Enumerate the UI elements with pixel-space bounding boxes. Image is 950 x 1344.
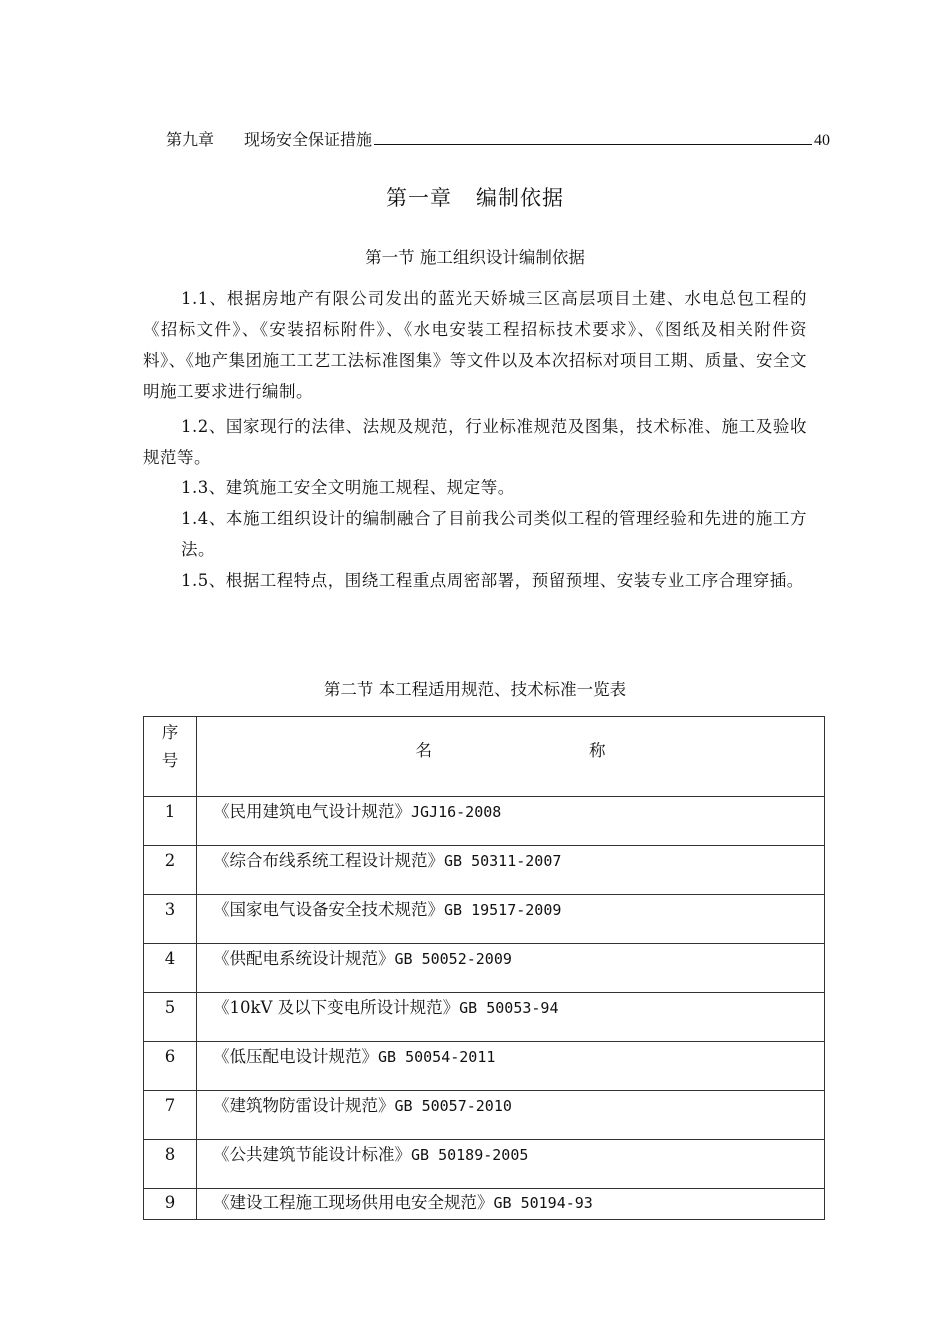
toc-chapter-number: 第九章 bbox=[166, 130, 215, 149]
paragraph-1-3: 1.3、建筑施工安全文明施工规程、规定等。 bbox=[181, 478, 515, 497]
standard-code: GB 19517-2009 bbox=[444, 901, 562, 919]
standard-name-cell bbox=[197, 797, 825, 846]
paragraph-1-2: 1.2、国家现行的法律、法规及规范，行业标准规范及图集，技术标准、施工及验收规范等。 bbox=[143, 417, 807, 467]
row-number: 8 bbox=[144, 1140, 197, 1189]
standard-code: GB 50189-2005 bbox=[411, 1146, 529, 1164]
standard-title: 《国家电气设备安全技术规范》 bbox=[213, 900, 444, 919]
table-row bbox=[144, 1140, 825, 1189]
chapter-title: 编制依据 bbox=[476, 186, 564, 210]
table-row bbox=[144, 944, 825, 993]
standard-title: 《低压配电设计规范》 bbox=[213, 1047, 378, 1066]
chapter-heading bbox=[0, 182, 950, 212]
table-row bbox=[144, 797, 825, 846]
standard-code: GB 50194-93 bbox=[493, 1194, 593, 1212]
standard-title: 《民用建筑电气设计规范》 bbox=[213, 802, 411, 821]
standard-code: GB 50057-2010 bbox=[394, 1097, 512, 1115]
standard-code: GB 50053-94 bbox=[459, 999, 559, 1017]
standard-name-cell bbox=[197, 895, 825, 944]
standard-name-cell bbox=[197, 993, 825, 1042]
standard-name-cell bbox=[197, 1140, 825, 1189]
row-number: 4 bbox=[144, 944, 197, 993]
row-number: 3 bbox=[144, 895, 197, 944]
standard-title: 《公共建筑节能设计标准》 bbox=[213, 1145, 411, 1164]
standard-title: 《建设工程施工现场供用电安全规范》 bbox=[213, 1193, 494, 1212]
standard-code: GB 50054-2011 bbox=[378, 1048, 496, 1066]
standard-name-cell bbox=[197, 944, 825, 993]
table-row bbox=[144, 846, 825, 895]
table-row bbox=[144, 1189, 825, 1220]
row-number: 9 bbox=[144, 1189, 197, 1220]
standard-name-cell bbox=[197, 846, 825, 895]
section-heading: 第二节 本工程适用规范、技术标准一览表 bbox=[323, 680, 627, 699]
toc-chapter-title: 现场安全保证措施 bbox=[244, 130, 373, 149]
standard-title: 《建筑物防雷设计规范》 bbox=[213, 1096, 395, 1115]
table-header-row bbox=[144, 717, 825, 797]
header-name-label: 名 称 bbox=[415, 741, 606, 760]
row-number: 7 bbox=[144, 1091, 197, 1140]
header-number-label: 序 号 bbox=[161, 723, 179, 770]
paragraph-1-5: 1.5、根据工程特点，围绕工程重点周密部署，预留预埋、安装专业工序合理穿插。 bbox=[181, 571, 804, 590]
standard-name-cell bbox=[197, 1042, 825, 1091]
row-number: 6 bbox=[144, 1042, 197, 1091]
table-row bbox=[144, 1091, 825, 1140]
table-body bbox=[144, 797, 825, 1220]
standard-name-cell bbox=[197, 1189, 825, 1220]
standard-title: 《综合布线系统工程设计规范》 bbox=[213, 851, 444, 870]
row-number: 1 bbox=[144, 797, 197, 846]
toc-leader-line bbox=[374, 144, 812, 145]
table-row bbox=[144, 1042, 825, 1091]
paragraph-1-1: 1.1、根据房地产有限公司发出的蓝光天娇城三区高层项目土建、水电总包工程的《招标文件》、《安装招标附件》、《水电安装工程招标技术要求》、《图纸及相关附件资料》、《地产集团施工工艺工法标准图集》等文件以及本次招标对项目工期、质量、安全文明施工要求进行编制。 bbox=[143, 289, 807, 401]
row-number: 2 bbox=[144, 846, 197, 895]
standard-name-cell bbox=[197, 1091, 825, 1140]
standard-code: JGJ16-2008 bbox=[411, 803, 502, 821]
table-row bbox=[144, 993, 825, 1042]
standard-code: GB 50311-2007 bbox=[444, 852, 562, 870]
standard-title: 《供配电系统设计规范》 bbox=[213, 949, 395, 968]
standard-title: 《10kV 及以下变电所设计规范》 bbox=[213, 998, 460, 1017]
chapter-number: 第一章 bbox=[386, 186, 452, 210]
table-row bbox=[144, 895, 825, 944]
header-number-cell bbox=[144, 717, 197, 797]
standards-table bbox=[143, 716, 825, 1220]
section-heading: 第一节 施工组织设计编制依据 bbox=[365, 248, 585, 267]
standard-code: GB 50052-2009 bbox=[394, 950, 512, 968]
toc-page-number: 40 bbox=[814, 132, 830, 149]
toc-entry bbox=[166, 126, 830, 150]
header-name-cell bbox=[197, 717, 825, 797]
paragraph-1-4: 1.4、本施工组织设计的编制融合了目前我公司类似工程的管理经验和先进的施工方法。 bbox=[181, 509, 807, 559]
row-number: 5 bbox=[144, 993, 197, 1042]
